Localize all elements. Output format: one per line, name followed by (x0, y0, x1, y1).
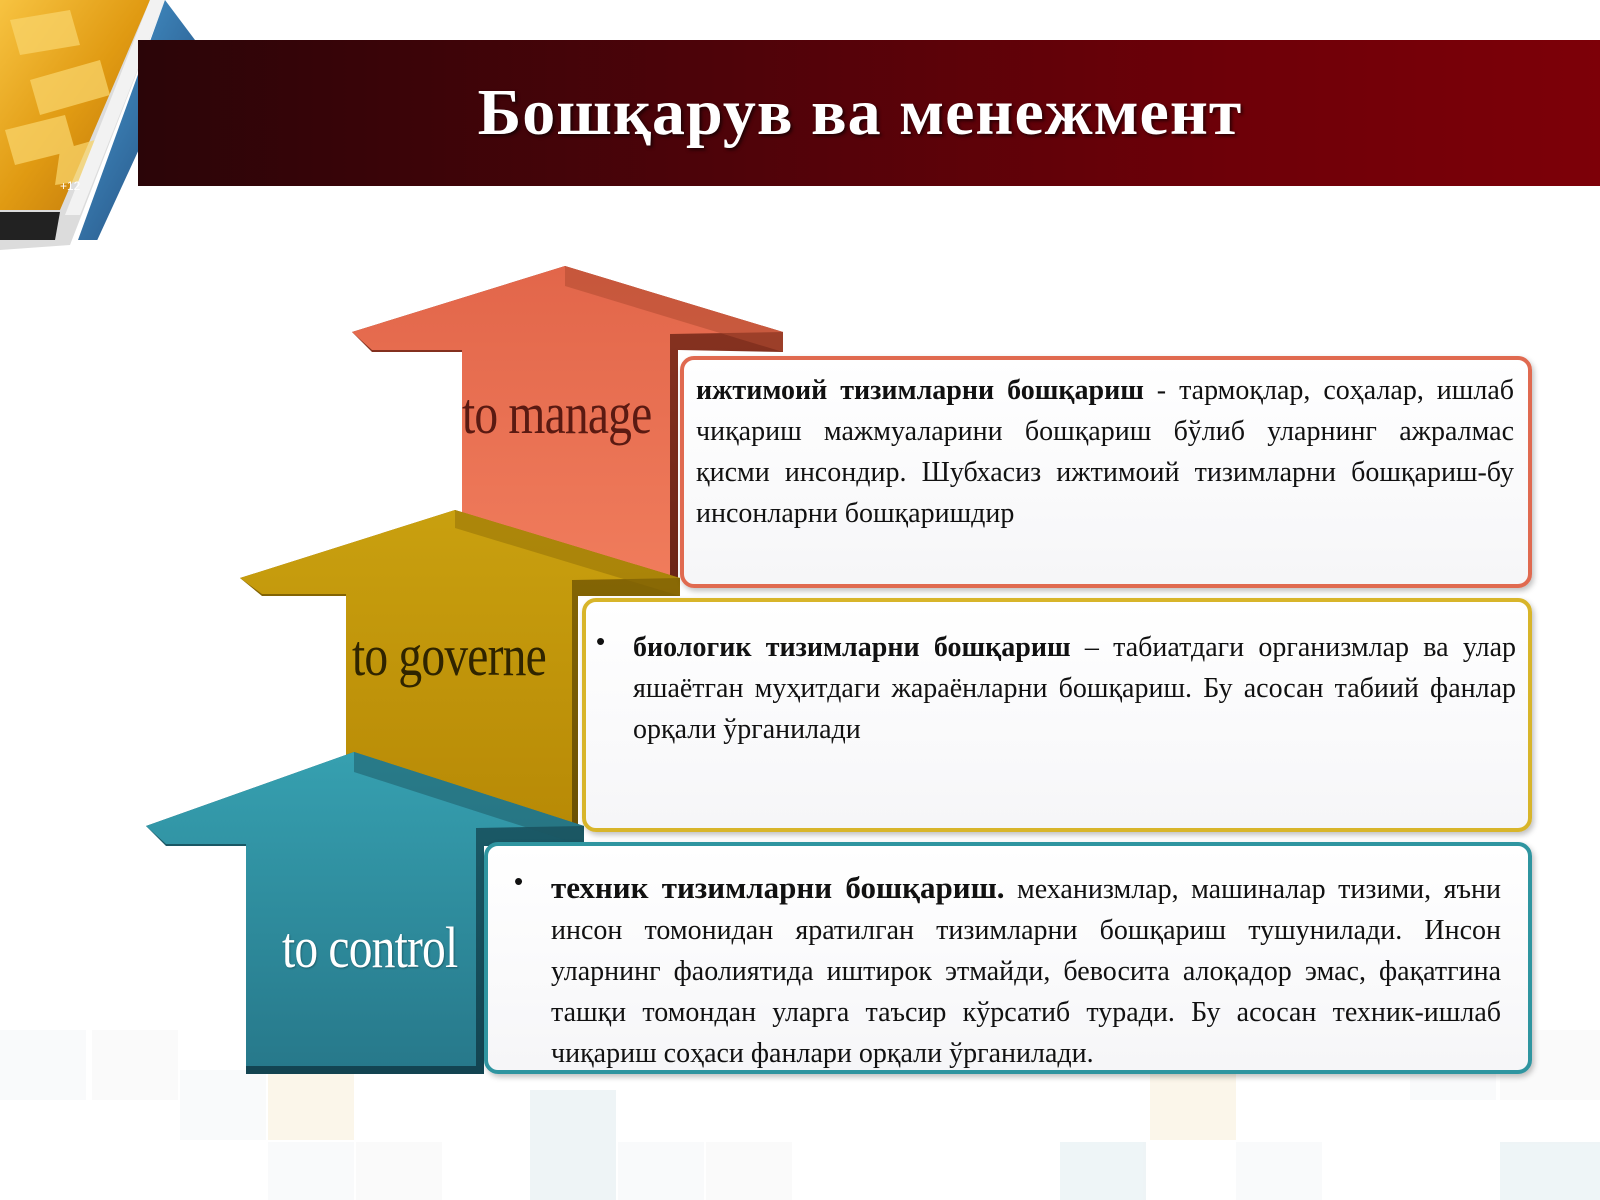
manage-description-text (696, 370, 1514, 534)
governe-definition: – табиатдаги организмлар ва улар яшаётган муҳитдаги жараёнларни бошқариш. Бу асосан табиий фанлар орқали ўрганилади (633, 632, 1517, 745)
page-title: Бошқарув ва менежмент (477, 76, 1243, 149)
manage-term: ижтимоий тизимларни бошқариш (696, 375, 1144, 406)
control-description-text (551, 867, 1501, 1074)
governe-description-text (633, 627, 1516, 750)
svg-text:+12: +12 (60, 179, 81, 193)
control-definition: механизмлар, машиналар тизими, яъни инсон томонидан яратилган тизимларни бошқариш тушунилади. Инсон уларнинг фаолиятида иштирок этмайди, бевосита алоқадор эмас, фақатгина ташқи томондан уларга таъсир кўрсатиб туради. Бу асосан техник-ишлаб чиқариш соҳаси фанлари орқали ўрганилади. (551, 874, 1501, 1069)
governe-term: биологик тизимларни бошқариш (633, 632, 1071, 663)
manage-definition: - тармоқлар, соҳалар, ишлаб чиқариш мажмуаларини бошқариш бўлиб уларнинг ажралмас қисми инсондир. Шубхасиз ижтимоий тизимларни бошқариш-бу инсонларни бошқаришдир (696, 375, 1514, 529)
arrow-label-governe: to governe (352, 623, 546, 688)
arrow-label-manage: to manage (462, 381, 652, 446)
control-bullet: • (514, 866, 524, 896)
control-term: техник тизимларни бошқариш. (551, 870, 1005, 905)
governe-bullet: • (596, 626, 606, 656)
arrow-label-control: to control (282, 915, 458, 980)
